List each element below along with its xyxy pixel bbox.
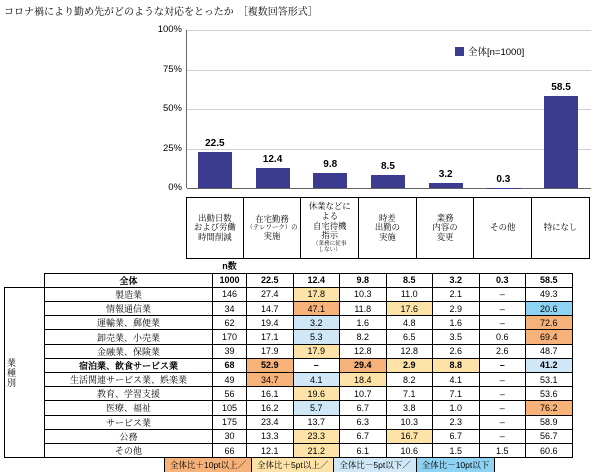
- category-line: 特になし: [543, 222, 578, 233]
- bar-cell: [186, 30, 244, 188]
- row-value-cell: –: [479, 316, 526, 330]
- row-value-cell: 1.5: [479, 443, 526, 457]
- row-value-cell: 56.7: [526, 429, 573, 443]
- category-header-cell: [474, 197, 532, 259]
- row-value-cell: 9.8: [340, 273, 387, 287]
- row-group-spacer: [5, 273, 45, 287]
- bar-value-label: 8.5: [380, 160, 395, 172]
- spacer-cell: [340, 259, 387, 273]
- category-note: （業務に従事: [312, 240, 347, 247]
- row-value-cell: 41.2: [526, 358, 573, 372]
- row-value-cell: –: [293, 358, 340, 372]
- row-value-cell: 16.7: [386, 429, 433, 443]
- bar: [544, 96, 578, 188]
- footer-legend-item: 全体比＋5pt以上／: [251, 457, 333, 472]
- row-value-cell: 17.9: [247, 344, 294, 358]
- row-value-cell: 29.4: [340, 358, 387, 372]
- row-value-cell: 1.0: [433, 401, 480, 415]
- row-value-cell: 22.5: [247, 273, 294, 287]
- row-n-value: 175: [213, 415, 247, 429]
- row-value-cell: 7.1: [386, 387, 433, 401]
- row-value-cell: 10.3: [386, 415, 433, 429]
- bar-value-label: 58.5: [551, 81, 571, 93]
- category-line: 実施: [263, 230, 281, 241]
- row-value-cell: –: [479, 358, 526, 372]
- category-line: 自宅待機: [312, 220, 347, 231]
- row-n-value: 34: [213, 302, 247, 316]
- row-value-cell: 2.9: [433, 302, 480, 316]
- spacer-cell: [247, 259, 294, 273]
- row-n-value: 1000: [213, 273, 247, 287]
- row-value-cell: 72.6: [526, 316, 573, 330]
- table-row: [5, 344, 573, 358]
- row-n-value: 56: [213, 387, 247, 401]
- footer-legend-item: 全体比－10pt以下: [416, 457, 496, 472]
- row-group-label: 業種別: [6, 357, 16, 388]
- page-title: [4, 3, 318, 18]
- category-header-cell: [359, 197, 417, 259]
- row-value-cell: 5.7: [293, 401, 340, 415]
- row-value-cell: 6.7: [340, 401, 387, 415]
- y-axis-tick-label: 75%: [162, 63, 182, 75]
- row-n-value: 146: [213, 287, 247, 301]
- row-value-cell: 17.8: [293, 287, 340, 301]
- bar-value-label: 12.4: [262, 154, 283, 166]
- bar: [371, 175, 405, 188]
- row-value-cell: 8.5: [386, 273, 433, 287]
- row-value-cell: 1.6: [433, 316, 480, 330]
- row-value-cell: 53.1: [526, 373, 573, 387]
- bar-series: [186, 30, 590, 188]
- row-value-cell: 4.8: [386, 316, 433, 330]
- bar-cell: [532, 30, 590, 188]
- row-value-cell: 6.1: [340, 443, 387, 457]
- row-value-cell: 48.7: [526, 344, 573, 358]
- row-value-cell: –: [479, 429, 526, 443]
- n-column-header: n数: [222, 261, 237, 272]
- footer-legend-item: 全体比＋10pt以上／: [164, 457, 251, 472]
- row-value-cell: 13.7: [293, 415, 340, 429]
- row-value-cell: 4.1: [433, 373, 480, 387]
- table-row: [5, 287, 573, 301]
- row-value-cell: 7.1: [433, 387, 480, 401]
- row-value-cell: 69.4: [526, 330, 573, 344]
- row-value-cell: 11.0: [386, 287, 433, 301]
- row-value-cell: 21.2: [293, 443, 340, 457]
- row-value-cell: 6.3: [340, 415, 387, 429]
- row-label: その他: [45, 443, 213, 457]
- row-value-cell: 17.1: [247, 330, 294, 344]
- row-value-cell: 10.3: [340, 287, 387, 301]
- y-axis-tick-label: 0%: [168, 182, 182, 193]
- table-row: [5, 415, 573, 429]
- row-value-cell: 76.2: [526, 401, 573, 415]
- row-value-cell: 10.7: [340, 387, 387, 401]
- row-value-cell: 2.3: [433, 415, 480, 429]
- row-n-value: 66: [213, 443, 247, 457]
- row-n-value: 39: [213, 344, 247, 358]
- row-value-cell: 3.5: [433, 330, 480, 344]
- bar: [429, 183, 463, 188]
- row-value-cell: 18.4: [340, 373, 387, 387]
- row-value-cell: 27.4: [247, 287, 294, 301]
- spacer-cell: [479, 259, 526, 273]
- row-value-cell: –: [479, 401, 526, 415]
- row-value-cell: 58.9: [526, 415, 573, 429]
- row-value-cell: 12.8: [386, 344, 433, 358]
- row-value-cell: 6.7: [340, 429, 387, 443]
- footer-legend: [164, 457, 495, 472]
- row-label: 教育、学習支援: [45, 387, 213, 401]
- row-value-cell: 23.3: [293, 429, 340, 443]
- category-header-cell: [532, 197, 590, 259]
- row-value-cell: 11.8: [340, 302, 387, 316]
- row-label: 情報通信業: [45, 302, 213, 316]
- row-value-cell: 58.5: [526, 273, 573, 287]
- row-value-cell: 19.6: [293, 387, 340, 401]
- table-row: [5, 273, 573, 287]
- row-value-cell: 16.1: [247, 387, 294, 401]
- y-axis-tick-label: 50%: [162, 103, 182, 114]
- category-header-cell: [186, 197, 244, 259]
- category-line: 指示: [321, 230, 339, 241]
- row-value-cell: 4.1: [293, 373, 340, 387]
- bar-value-label: 0.3: [496, 173, 511, 185]
- category-line: 時間削減: [198, 231, 232, 242]
- category-line: 内容の: [432, 222, 458, 233]
- row-n-value: 170: [213, 330, 247, 344]
- row-label: 公務: [45, 429, 213, 443]
- category-line: よる: [321, 210, 339, 221]
- row-value-cell: 17.9: [293, 344, 340, 358]
- row-value-cell: 13.3: [247, 429, 294, 443]
- row-value-cell: 23.4: [247, 415, 294, 429]
- row-n-value: 49: [213, 373, 247, 387]
- row-label: 生活関連サービス業、娯楽業: [45, 373, 213, 387]
- table-row: [5, 316, 573, 330]
- bar-value-label: 3.2: [438, 168, 453, 180]
- row-value-cell: –: [479, 373, 526, 387]
- row-value-cell: 47.1: [293, 302, 340, 316]
- row-value-cell: –: [479, 387, 526, 401]
- gridline: [187, 188, 591, 189]
- row-label: 卸売業、小売業: [45, 330, 213, 344]
- spacer-cell: [45, 259, 213, 273]
- category-header-cell: [417, 197, 475, 259]
- y-axis-tick-label: 100%: [157, 24, 182, 35]
- row-value-cell: –: [479, 415, 526, 429]
- row-value-cell: –: [479, 302, 526, 316]
- category-line: および労働: [193, 222, 236, 233]
- spacer-cell: [293, 259, 340, 273]
- title-sub: ［複数回答形式］: [237, 7, 318, 18]
- row-value-cell: 0.3: [479, 273, 526, 287]
- row-value-cell: 17.6: [386, 302, 433, 316]
- table-row: [5, 429, 573, 443]
- spacer-cell: [5, 259, 45, 273]
- spacer-cell: [526, 259, 573, 273]
- row-value-cell: 2.6: [433, 344, 480, 358]
- row-value-cell: 1.5: [433, 443, 480, 457]
- table-row: [5, 387, 573, 401]
- category-line: 出勤の: [374, 222, 400, 233]
- category-note: しない）: [318, 247, 341, 254]
- row-label: 宿泊業、飲食サービス業: [45, 358, 213, 372]
- row-value-cell: 6.5: [386, 330, 433, 344]
- row-value-cell: –: [479, 287, 526, 301]
- row-n-value: 62: [213, 316, 247, 330]
- table-row: [5, 302, 573, 316]
- footer-legend-item: 全体比－5pt以下／: [333, 457, 415, 472]
- category-line: 業務: [436, 212, 454, 223]
- category-line: 変更: [436, 231, 454, 242]
- row-value-cell: 53.6: [526, 387, 573, 401]
- row-value-cell: 12.8: [340, 344, 387, 358]
- bar-value-label: 9.8: [323, 158, 338, 170]
- row-value-cell: 2.9: [386, 358, 433, 372]
- spacer-cell: [386, 259, 433, 273]
- bar: [313, 173, 347, 188]
- category-line: 実施: [379, 231, 396, 242]
- row-value-cell: 0.6: [479, 330, 526, 344]
- row-value-cell: 3.2: [433, 273, 480, 287]
- row-value-cell: 5.3: [293, 330, 340, 344]
- row-value-cell: 6.7: [433, 429, 480, 443]
- row-value-cell: 8.8: [433, 358, 480, 372]
- category-header-cell: [244, 197, 302, 259]
- chart-legend: [455, 44, 524, 58]
- row-value-cell: 14.7: [247, 302, 294, 316]
- data-table: [4, 259, 573, 458]
- row-label: 医療、福祉: [45, 401, 213, 415]
- row-value-cell: 8.2: [340, 330, 387, 344]
- title-main: コロナ禍により勤め先がどのような対応をとったか: [4, 7, 234, 18]
- row-label: 全体: [45, 273, 213, 287]
- table-row: [5, 443, 573, 457]
- row-value-cell: 49.3: [526, 287, 573, 301]
- category-line: 出動日数: [198, 212, 232, 223]
- row-value-cell: 16.2: [247, 401, 294, 415]
- category-line: 時差: [379, 212, 396, 223]
- row-label: サービス業: [45, 415, 213, 429]
- row-value-cell: 3.2: [293, 316, 340, 330]
- row-label: 金融業、保険業: [45, 344, 213, 358]
- row-value-cell: 12.4: [293, 273, 340, 287]
- category-line: その他: [490, 222, 516, 233]
- legend-swatch: [455, 47, 464, 56]
- row-n-value: 68: [213, 358, 247, 372]
- category-line: （テレワーク）の: [246, 224, 298, 232]
- row-label: 製造業: [45, 287, 213, 301]
- row-value-cell: 10.6: [386, 443, 433, 457]
- table-row: [5, 358, 573, 372]
- table-row: [5, 373, 573, 387]
- bar-chart: [0, 22, 600, 197]
- category-line: 休業などに: [308, 201, 351, 212]
- table-row: [5, 401, 573, 415]
- table-header-row: [5, 259, 573, 273]
- row-value-cell: 60.6: [526, 443, 573, 457]
- legend-label: 全体[n=1000]: [468, 47, 525, 58]
- row-n-value: 30: [213, 429, 247, 443]
- row-value-cell: 12.1: [247, 443, 294, 457]
- bar-value-label: 22.5: [205, 138, 225, 150]
- table-row: [5, 330, 573, 344]
- row-value-cell: 8.2: [386, 373, 433, 387]
- row-group-cell: [5, 287, 45, 457]
- row-value-cell: 19.4: [247, 316, 294, 330]
- category-header-cell: [301, 197, 359, 259]
- row-value-cell: 2.1: [433, 287, 480, 301]
- bar: [198, 152, 232, 188]
- row-value-cell: 52.9: [247, 358, 294, 372]
- row-n-value: 105: [213, 401, 247, 415]
- row-value-cell: 1.6: [340, 316, 387, 330]
- bar: [256, 168, 290, 188]
- row-value-cell: 2.6: [479, 344, 526, 358]
- y-axis-tick-label: 25%: [162, 142, 182, 154]
- spacer-cell: [433, 259, 480, 273]
- row-value-cell: 34.7: [247, 373, 294, 387]
- category-header-row: [186, 197, 590, 259]
- row-value-cell: 3.8: [386, 401, 433, 415]
- row-label: 運輸業、郵便業: [45, 316, 213, 330]
- row-value-cell: 20.6: [526, 302, 573, 316]
- category-line: 在宅勤務: [255, 213, 289, 224]
